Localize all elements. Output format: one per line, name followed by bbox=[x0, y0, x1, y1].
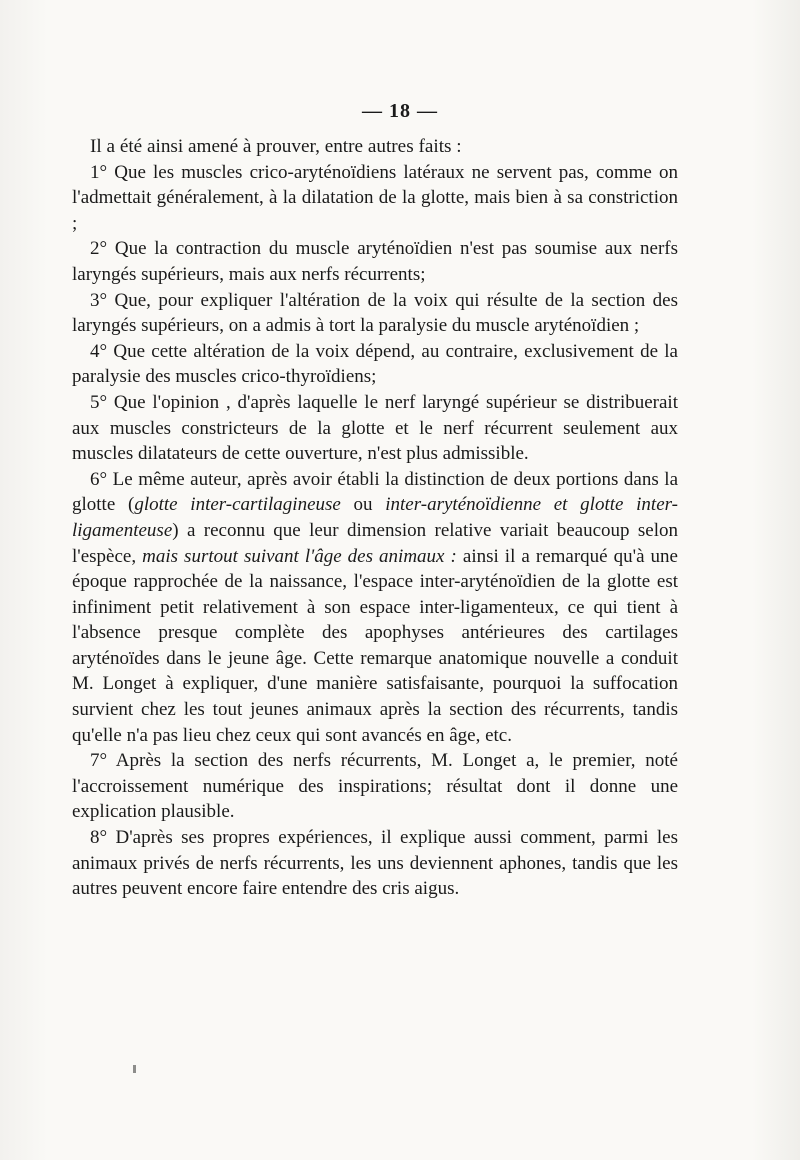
list-item-6-text-b: ou bbox=[340, 494, 386, 516]
list-item-6 bbox=[72, 467, 678, 749]
print-speck-mark bbox=[133, 1065, 136, 1073]
list-item-3: 3° Que, pour expliquer l'altération de la voix qui résulte de la section des laryngés supérieurs, on a admis à tort la paralysie du muscle aryténoïdien ; bbox=[72, 289, 678, 337]
term-inter-arytenoidienne: inter-aryténoïdienne et glotte inter-ligamenteuse bbox=[72, 494, 678, 541]
list-item-4: 4° Que cette altération de la voix dépend, au contraire, exclusivement de la paralysie des muscles crico-thyroïdiens; bbox=[72, 340, 678, 388]
list-item-2: 2° Que la contraction du muscle aryténoïdien n'est pas soumise aux nerfs laryngés supérieurs, mais aux nerfs récurrents; bbox=[72, 238, 678, 285]
list-item-7: 7° Après la section des nerfs récurrents, M. Longet a, le premier, noté l'accroissement numérique des inspirations; résultat dont il donne une explication plausible. bbox=[72, 750, 678, 823]
page-number: — 18 — bbox=[362, 100, 438, 122]
list-item-6-text-d: ainsi il a remarqué qu'à une époque rapprochée de la naissance, l'espace inter-aryténoïdien de la glotte est infiniment petit relativement à son espace inter-ligamenteux, ce qui tient à l'absence presque complète des apophyses antérieures des cartilages aryténoïdes dans le jeune âge. Cette remarque anatomique nouvelle a conduit M. Longet à expliquer, d'une manière satisfaisante, pourquoi la suffocation survient chez les tout jeunes animaux après la section des récurrents, tandis qu'elle n'a pas lieu chez ceux qui sont avancés en âge, etc. bbox=[72, 545, 678, 746]
list-item-1: 1° Que les muscles crico-aryténoïdiens latéraux ne servent pas, comme on l'admettait généralement, à la dilatation de la glotte, mais bien à sa constriction ; bbox=[72, 161, 678, 234]
list-item-8: 8° D'après ses propres expériences, il explique aussi comment, parmi les animaux privés de nerfs récurrents, les uns deviennent aphones, tandis que les autres peuvent encore faire entendre des cris aigus. bbox=[72, 827, 678, 900]
body-text bbox=[72, 134, 678, 902]
term-glotte-inter-cartilagineuse: glotte inter-cartilagineuse bbox=[134, 494, 341, 516]
list-item-6-text-a: 6° Le même auteur, après avoir établi la distinction de deux portions dans la glotte ( bbox=[72, 468, 678, 516]
list-item-6-text-c: ) a reconnu que leur dimension relative variait beaucoup selon l'espèce, bbox=[72, 519, 678, 567]
emphasis-age-des-animaux: mais surtout suivant l'âge des animaux : bbox=[142, 545, 457, 567]
intro-paragraph: Il a été ainsi amené à prouver, entre autres faits : bbox=[90, 136, 462, 157]
list-item-5: 5° Que l'opinion , d'après laquelle le nerf laryngé supérieur se distribuerait aux muscles constricteurs de la glotte et le nerf récurrent seulement aux muscles dilatateurs de cette ouverture, n'est plus admissible. bbox=[72, 391, 678, 465]
